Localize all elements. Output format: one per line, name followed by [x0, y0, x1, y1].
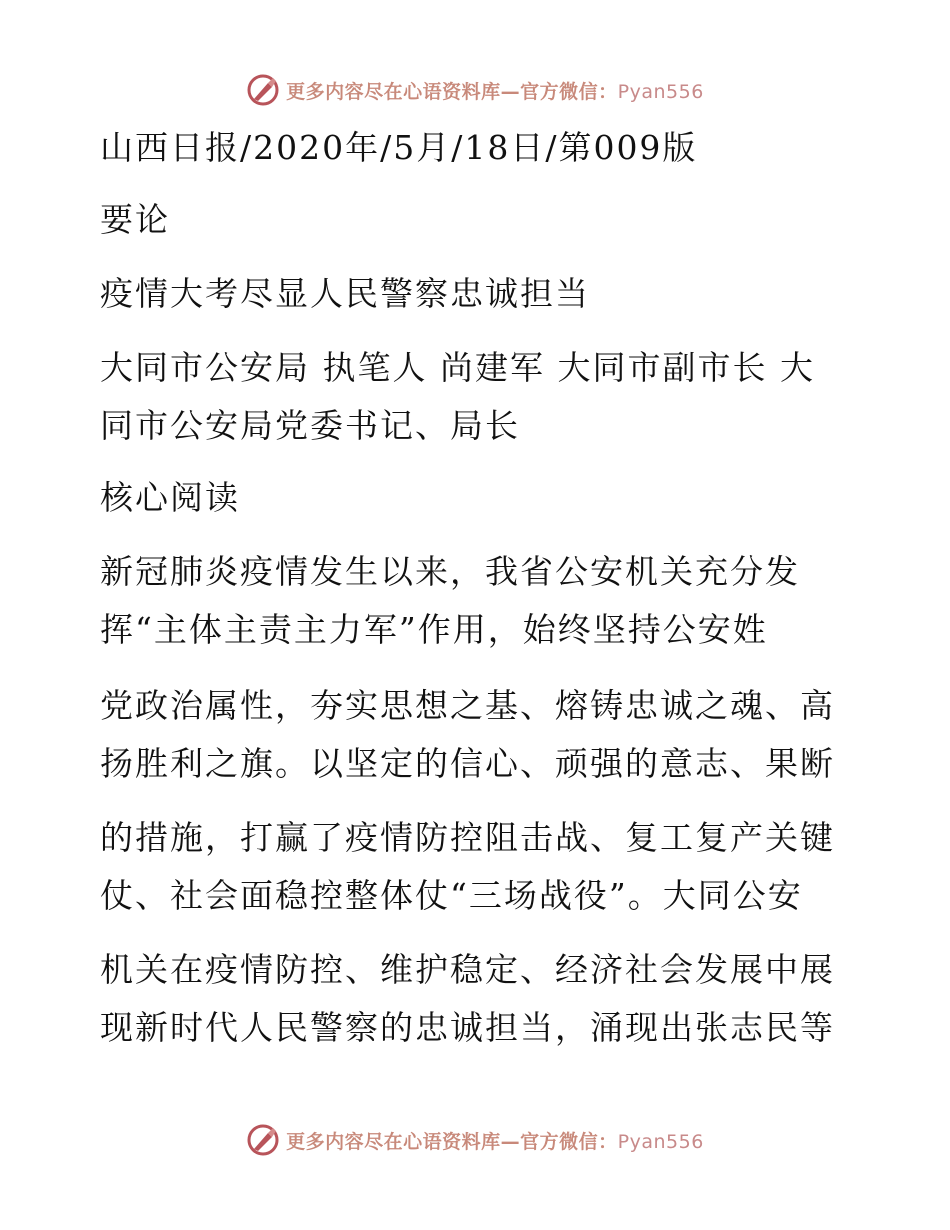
watermark-label: 更多内容尽在心语资料库—官方微信： — [286, 1130, 618, 1153]
doc-line: 机关在疫情防控、维护稳定、经济社会发展中展 — [100, 950, 835, 989]
doc-line: 大同市公安局 执笔人 尚建军 大同市副市长 大 — [100, 348, 815, 387]
doc-line: 扬胜利之旗。以坚定的信心、顽强的意志、果断 — [100, 744, 835, 783]
watermark-wechat-id: Pyan556 — [617, 80, 704, 103]
doc-line: 要论 — [100, 200, 170, 239]
watermark-text — [286, 1127, 704, 1154]
doc-line: 党政治属性，夯实思想之基、熔铸忠诚之魂、高 — [100, 686, 835, 725]
watermark-footer — [0, 1120, 950, 1160]
doc-line: 挥“主体主责主力军”作用，始终坚持公安姓 — [100, 610, 768, 649]
doc-line: 核心阅读 — [100, 478, 240, 517]
pen-logo-icon — [246, 73, 280, 107]
doc-line: 的措施，打赢了疫情防控阻击战、复工复产关键 — [100, 818, 835, 857]
watermark-wechat-id: Pyan556 — [617, 1130, 704, 1153]
pen-logo-icon — [246, 1123, 280, 1157]
doc-line: 山西日报/2020年/5月/18日/第009版 — [100, 128, 698, 167]
watermark-header — [0, 70, 950, 110]
doc-line: 新冠肺炎疫情发生以来，我省公安机关充分发 — [100, 552, 800, 591]
doc-line: 现新时代人民警察的忠诚担当，涌现出张志民等 — [100, 1008, 835, 1047]
doc-line: 同市公安局党委书记、局长 — [100, 406, 520, 445]
watermark-label: 更多内容尽在心语资料库—官方微信： — [286, 80, 618, 103]
doc-line: 仗、社会面稳控整体仗“三场战役”。大同公安 — [100, 876, 803, 915]
doc-line: 疫情大考尽显人民警察忠诚担当 — [100, 274, 590, 313]
watermark-text — [286, 77, 704, 104]
